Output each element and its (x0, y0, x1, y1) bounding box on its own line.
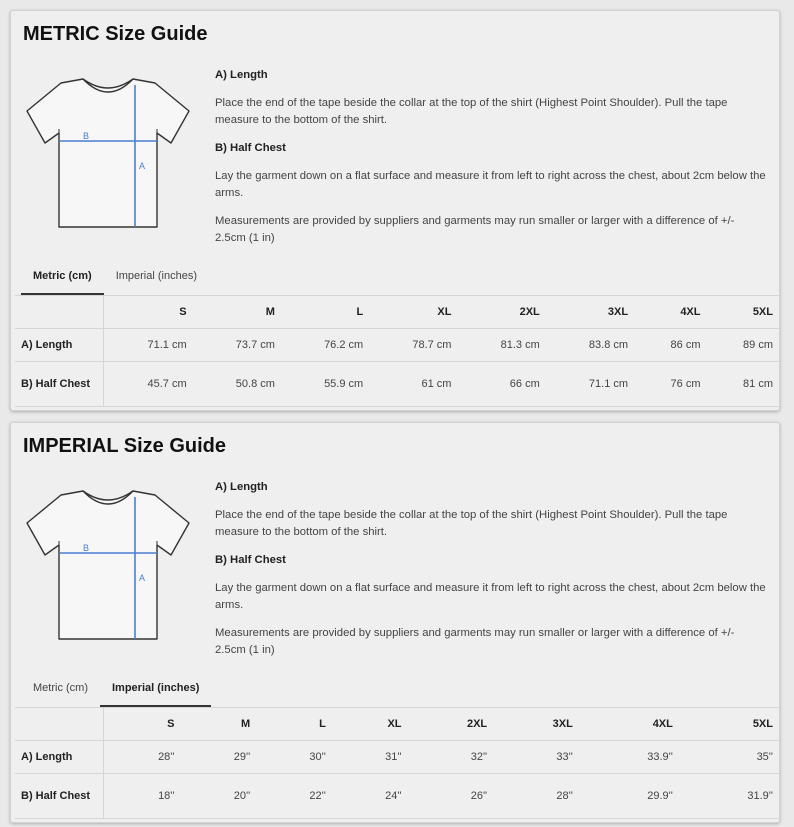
table-cell: 33'' (493, 741, 579, 774)
table-cell: 86 cm (634, 329, 706, 362)
imperial-title: IMPERIAL Size Guide (23, 435, 226, 457)
table-cell: 26'' (408, 774, 494, 819)
row-label: B) Half Chest (15, 774, 104, 819)
label-a: A (139, 161, 146, 171)
label-b: B (83, 131, 90, 141)
imperial-size-table (15, 707, 779, 819)
length-heading: A) Length (215, 481, 268, 493)
size-header: XL (332, 708, 408, 741)
metric-size-table (15, 295, 779, 407)
table-cell: 76.2 cm (281, 329, 369, 362)
table-cell: 33.9'' (579, 741, 679, 774)
table-cell: 32'' (408, 741, 494, 774)
half-chest-text: Lay the garment down on a flat surface and measure it from left to right across the chest, about 2cm below the arms. (215, 170, 766, 199)
tshirt-diagram-icon (23, 71, 193, 231)
tshirt-diagram-icon (23, 483, 193, 643)
size-header: 3XL (493, 708, 579, 741)
table-cell: 35'' (679, 741, 779, 774)
row-label: A) Length (15, 329, 104, 362)
table-header-row (15, 296, 779, 329)
size-header: 5XL (679, 708, 779, 741)
size-header: S (104, 296, 193, 329)
metric-description (215, 67, 767, 258)
table-cell: 89 cm (707, 329, 780, 362)
tab-metric[interactable]: Metric (cm) (33, 682, 88, 694)
metric-title: METRIC Size Guide (23, 23, 208, 45)
tab-imperial[interactable]: Imperial (inches) (100, 675, 211, 707)
table-header-row (15, 708, 779, 741)
measurement-note: Measurements are provided by suppliers and garments may run smaller or larger with a difference of +/- 2.5cm (1 in) (215, 627, 735, 656)
table-cell: 73.7 cm (193, 329, 281, 362)
size-header: XL (369, 296, 457, 329)
table-cell: 18'' (104, 774, 181, 819)
length-text: Place the end of the tape beside the collar at the top of the shirt (Highest Point Shoulder). Pull the tape measure to the bottom of the shirt. (215, 97, 728, 126)
half-chest-heading: B) Half Chest (215, 142, 286, 154)
metric-size-guide-card (10, 10, 780, 411)
size-header: M (181, 708, 257, 741)
size-header: 2XL (457, 296, 545, 329)
table-cell: 28'' (493, 774, 579, 819)
table-cell: 83.8 cm (546, 329, 634, 362)
size-header: S (104, 708, 181, 741)
table-row (15, 741, 779, 774)
size-header: 3XL (546, 296, 634, 329)
unit-tabs (21, 675, 211, 705)
length-text: Place the end of the tape beside the collar at the top of the shirt (Highest Point Shoulder). Pull the tape measure to the bottom of the shirt. (215, 509, 728, 538)
imperial-description (215, 479, 767, 670)
table-cell: 20'' (181, 774, 257, 819)
half-chest-text: Lay the garment down on a flat surface and measure it from left to right across the chest, about 2cm below the arms. (215, 582, 766, 611)
table-cell: 76 cm (634, 362, 706, 407)
table-cell: 71.1 cm (546, 362, 634, 407)
size-header: 4XL (579, 708, 679, 741)
table-cell: 29'' (181, 741, 257, 774)
table-cell: 81.3 cm (457, 329, 545, 362)
size-header: 4XL (634, 296, 706, 329)
table-cell: 71.1 cm (104, 329, 193, 362)
table-corner (15, 296, 104, 329)
table-cell: 31.9'' (679, 774, 779, 819)
half-chest-heading: B) Half Chest (215, 554, 286, 566)
table-row (15, 362, 779, 407)
row-label: B) Half Chest (15, 362, 104, 407)
table-cell: 29.9'' (579, 774, 679, 819)
table-cell: 24'' (332, 774, 408, 819)
table-cell: 66 cm (457, 362, 545, 407)
table-cell: 22'' (256, 774, 332, 819)
table-cell: 31'' (332, 741, 408, 774)
size-header: L (281, 296, 369, 329)
table-corner (15, 708, 104, 741)
table-row (15, 329, 779, 362)
table-row (15, 774, 779, 819)
size-header: 2XL (408, 708, 494, 741)
table-cell: 30'' (256, 741, 332, 774)
table-cell: 61 cm (369, 362, 457, 407)
table-cell: 28'' (104, 741, 181, 774)
size-header: 5XL (707, 296, 780, 329)
table-cell: 78.7 cm (369, 329, 457, 362)
table-cell: 50.8 cm (193, 362, 281, 407)
tab-imperial[interactable]: Imperial (inches) (115, 270, 197, 282)
label-b: B (83, 543, 90, 553)
label-a: A (139, 573, 146, 583)
imperial-size-guide-card (10, 422, 780, 823)
tab-metric[interactable]: Metric (cm) (21, 263, 104, 295)
length-heading: A) Length (215, 69, 268, 81)
measurement-note: Measurements are provided by suppliers and garments may run smaller or larger with a difference of +/- 2.5cm (1 in) (215, 215, 735, 244)
size-header: M (193, 296, 281, 329)
table-cell: 45.7 cm (104, 362, 193, 407)
unit-tabs (21, 263, 209, 293)
row-label: A) Length (15, 741, 104, 774)
size-header: L (256, 708, 332, 741)
table-cell: 81 cm (707, 362, 780, 407)
table-cell: 55.9 cm (281, 362, 369, 407)
